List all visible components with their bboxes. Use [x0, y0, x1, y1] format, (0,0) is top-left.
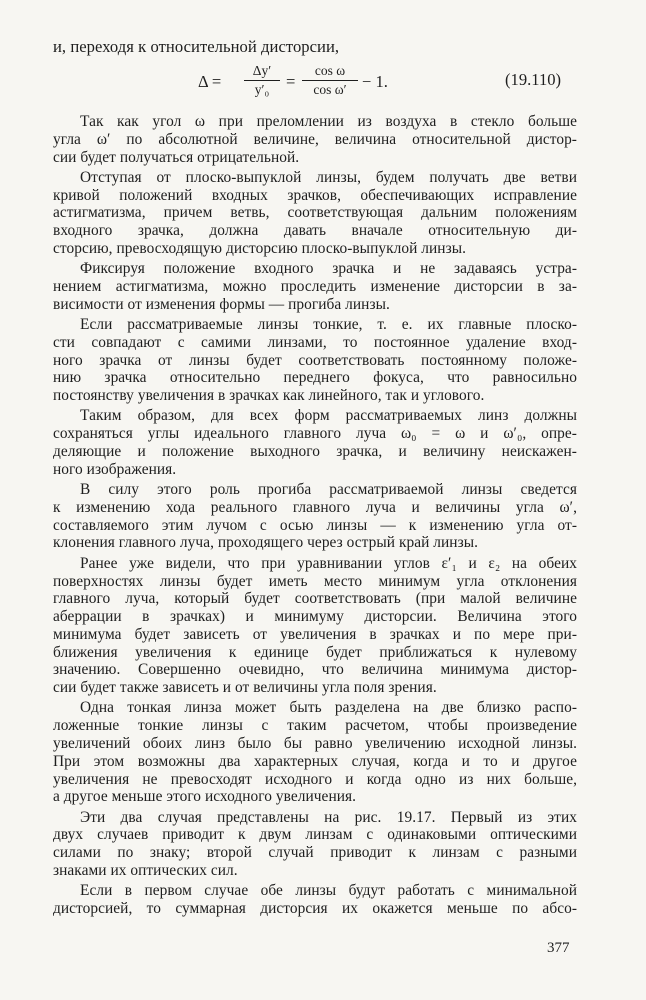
fraction-delta-y	[244, 63, 280, 97]
page-number: 377	[547, 940, 570, 956]
text-line: составляемого этим лучом с осью линзы — к изменению угла от-	[53, 516, 577, 534]
text-line: нением астигматизма, можно проследить изменение дисторсии в за-	[53, 278, 577, 296]
equation-lhs: Δ =	[198, 72, 222, 91]
text-line: деляющие и положение выходного зрачка, и величину неискажен-	[53, 443, 577, 461]
text-line: увеличений обоих линз было бы равно увеличению исходной линзы.	[53, 734, 577, 752]
text-line: сторсию, превосходящую дисторсию плоско-выпуклой линзы.	[53, 239, 467, 257]
text-line: входного зрачка, должна давать вначале относительную ди-	[53, 222, 577, 240]
text-line: двух случаев приводит к двум линзам с одинаковыми оптическими	[53, 826, 577, 844]
text-line: нию зрачка относительно переднего фокуса, что равносильно	[53, 369, 577, 387]
text-line: сии будет также зависеть и от величины угла поля зрения.	[53, 679, 437, 697]
fraction-denominator: cos ω′	[313, 82, 347, 97]
text-line: поверхностях линзы будет иметь место минимум угла отклонения	[53, 572, 577, 590]
text-line: ложенные тонкие линзы с таким расчетом, чтобы произведение	[53, 717, 577, 735]
text-line: сохраняться углы идеального главного луча ω₀ = ω и ω′₀, опре-	[53, 425, 577, 443]
equation-number: (19.110)	[505, 70, 562, 89]
text-line: Если рассматриваемые линзы тонкие, т. е. их главные плоско-	[80, 316, 577, 334]
text-line: Фиксируя положение входного зрачка и не задаваясь устра-	[80, 260, 577, 278]
text-line: ближения увеличения к единице будет приближаться к нулевому	[53, 643, 577, 661]
text-line: аберрации в зрачках) и минимуму дисторсии. Величина этого	[53, 608, 577, 626]
text-line: постоянству увеличения в зрачках как линейного, так и углового.	[53, 387, 485, 405]
fraction-cos	[302, 63, 358, 97]
text-line: главного луча, который будет соответствовать (при малой величине	[53, 590, 577, 608]
text-line: к изменению хода реального главного луча и величины угла ω′,	[53, 498, 577, 516]
text-line: угла ω′ по абсолютной величине, величина относительной дистор-	[53, 130, 577, 148]
text-line: ного изображения.	[53, 460, 177, 478]
text-line: Отступая от плоско-выпуклой линзы, будем получать две ветви	[80, 168, 577, 186]
text-line: астигматизма, причем ветвь, соответствующая дальним положениям	[53, 204, 577, 222]
text-line: сти совпадают с самими линзами, то постоянное удаление вход-	[53, 333, 577, 351]
text-line: силами по знаку; второй случай приводит к линзам с разными	[53, 844, 577, 862]
equation-rest: − 1.	[362, 72, 388, 91]
fraction-bar	[244, 80, 280, 81]
text-line: кривой положений входных зрачков, обеспечивающих исправление	[53, 186, 577, 204]
text-line: ного зрачка от линзы будет соответствовать постоянному положе-	[53, 351, 577, 369]
text-line: Так как угол ω при преломлении из воздуха в стекло больше	[80, 113, 577, 130]
text-line: Ранее уже видели, что при уравнивании углов ε′₁ и ε₂ на обеих	[80, 554, 577, 572]
text-line: знаками их оптических сил.	[53, 861, 238, 879]
equals-sign: =	[286, 72, 296, 91]
text-line: Если в первом случае обе линзы будут работать с минимальной	[80, 882, 577, 900]
text-line: клонения главного луча, проходящего через острый край линзы.	[53, 534, 479, 552]
text-line: В силу этого роль прогиба рассматриваемой линзы сведется	[80, 481, 577, 499]
text-line: минимума будет зависеть от увеличения в зрачках и по мере при-	[53, 625, 577, 643]
fraction-bar	[302, 80, 358, 81]
text-line: а другое меньше этого исходного увеличения.	[53, 788, 357, 806]
text-line: При этом возможны два характерных случая, когда и то и другое	[53, 752, 577, 770]
intro-line: и, переходя к относительной дисторсии,	[53, 37, 340, 56]
text-line: висимости от изменения формы — прогиба линзы.	[53, 295, 390, 313]
fraction-denominator: y′₀	[254, 82, 270, 97]
equation-19-110	[0, 62, 646, 102]
text-line: Одна тонкая линза может быть разделена на две близко распо-	[80, 699, 577, 717]
text-line: сии будет получаться отрицательной.	[53, 148, 300, 166]
text-line: Таким образом, для всех форм рассматриваемых линз должны	[80, 407, 577, 425]
text-line: дисторсией, то суммарная дисторсия их окажется меньше по абсо-	[53, 900, 577, 917]
text-line: Эти два случая представлены на рис. 19.17. Первый из этих	[80, 808, 577, 826]
text-line: значению. Совершенно очевидно, что величина минимума дистор-	[53, 661, 577, 679]
text-line: увеличения не превосходят исходного и когда одно из них больше,	[53, 770, 577, 788]
fraction-numerator: Δy′	[252, 63, 272, 78]
fraction-numerator: cos ω	[314, 63, 346, 78]
